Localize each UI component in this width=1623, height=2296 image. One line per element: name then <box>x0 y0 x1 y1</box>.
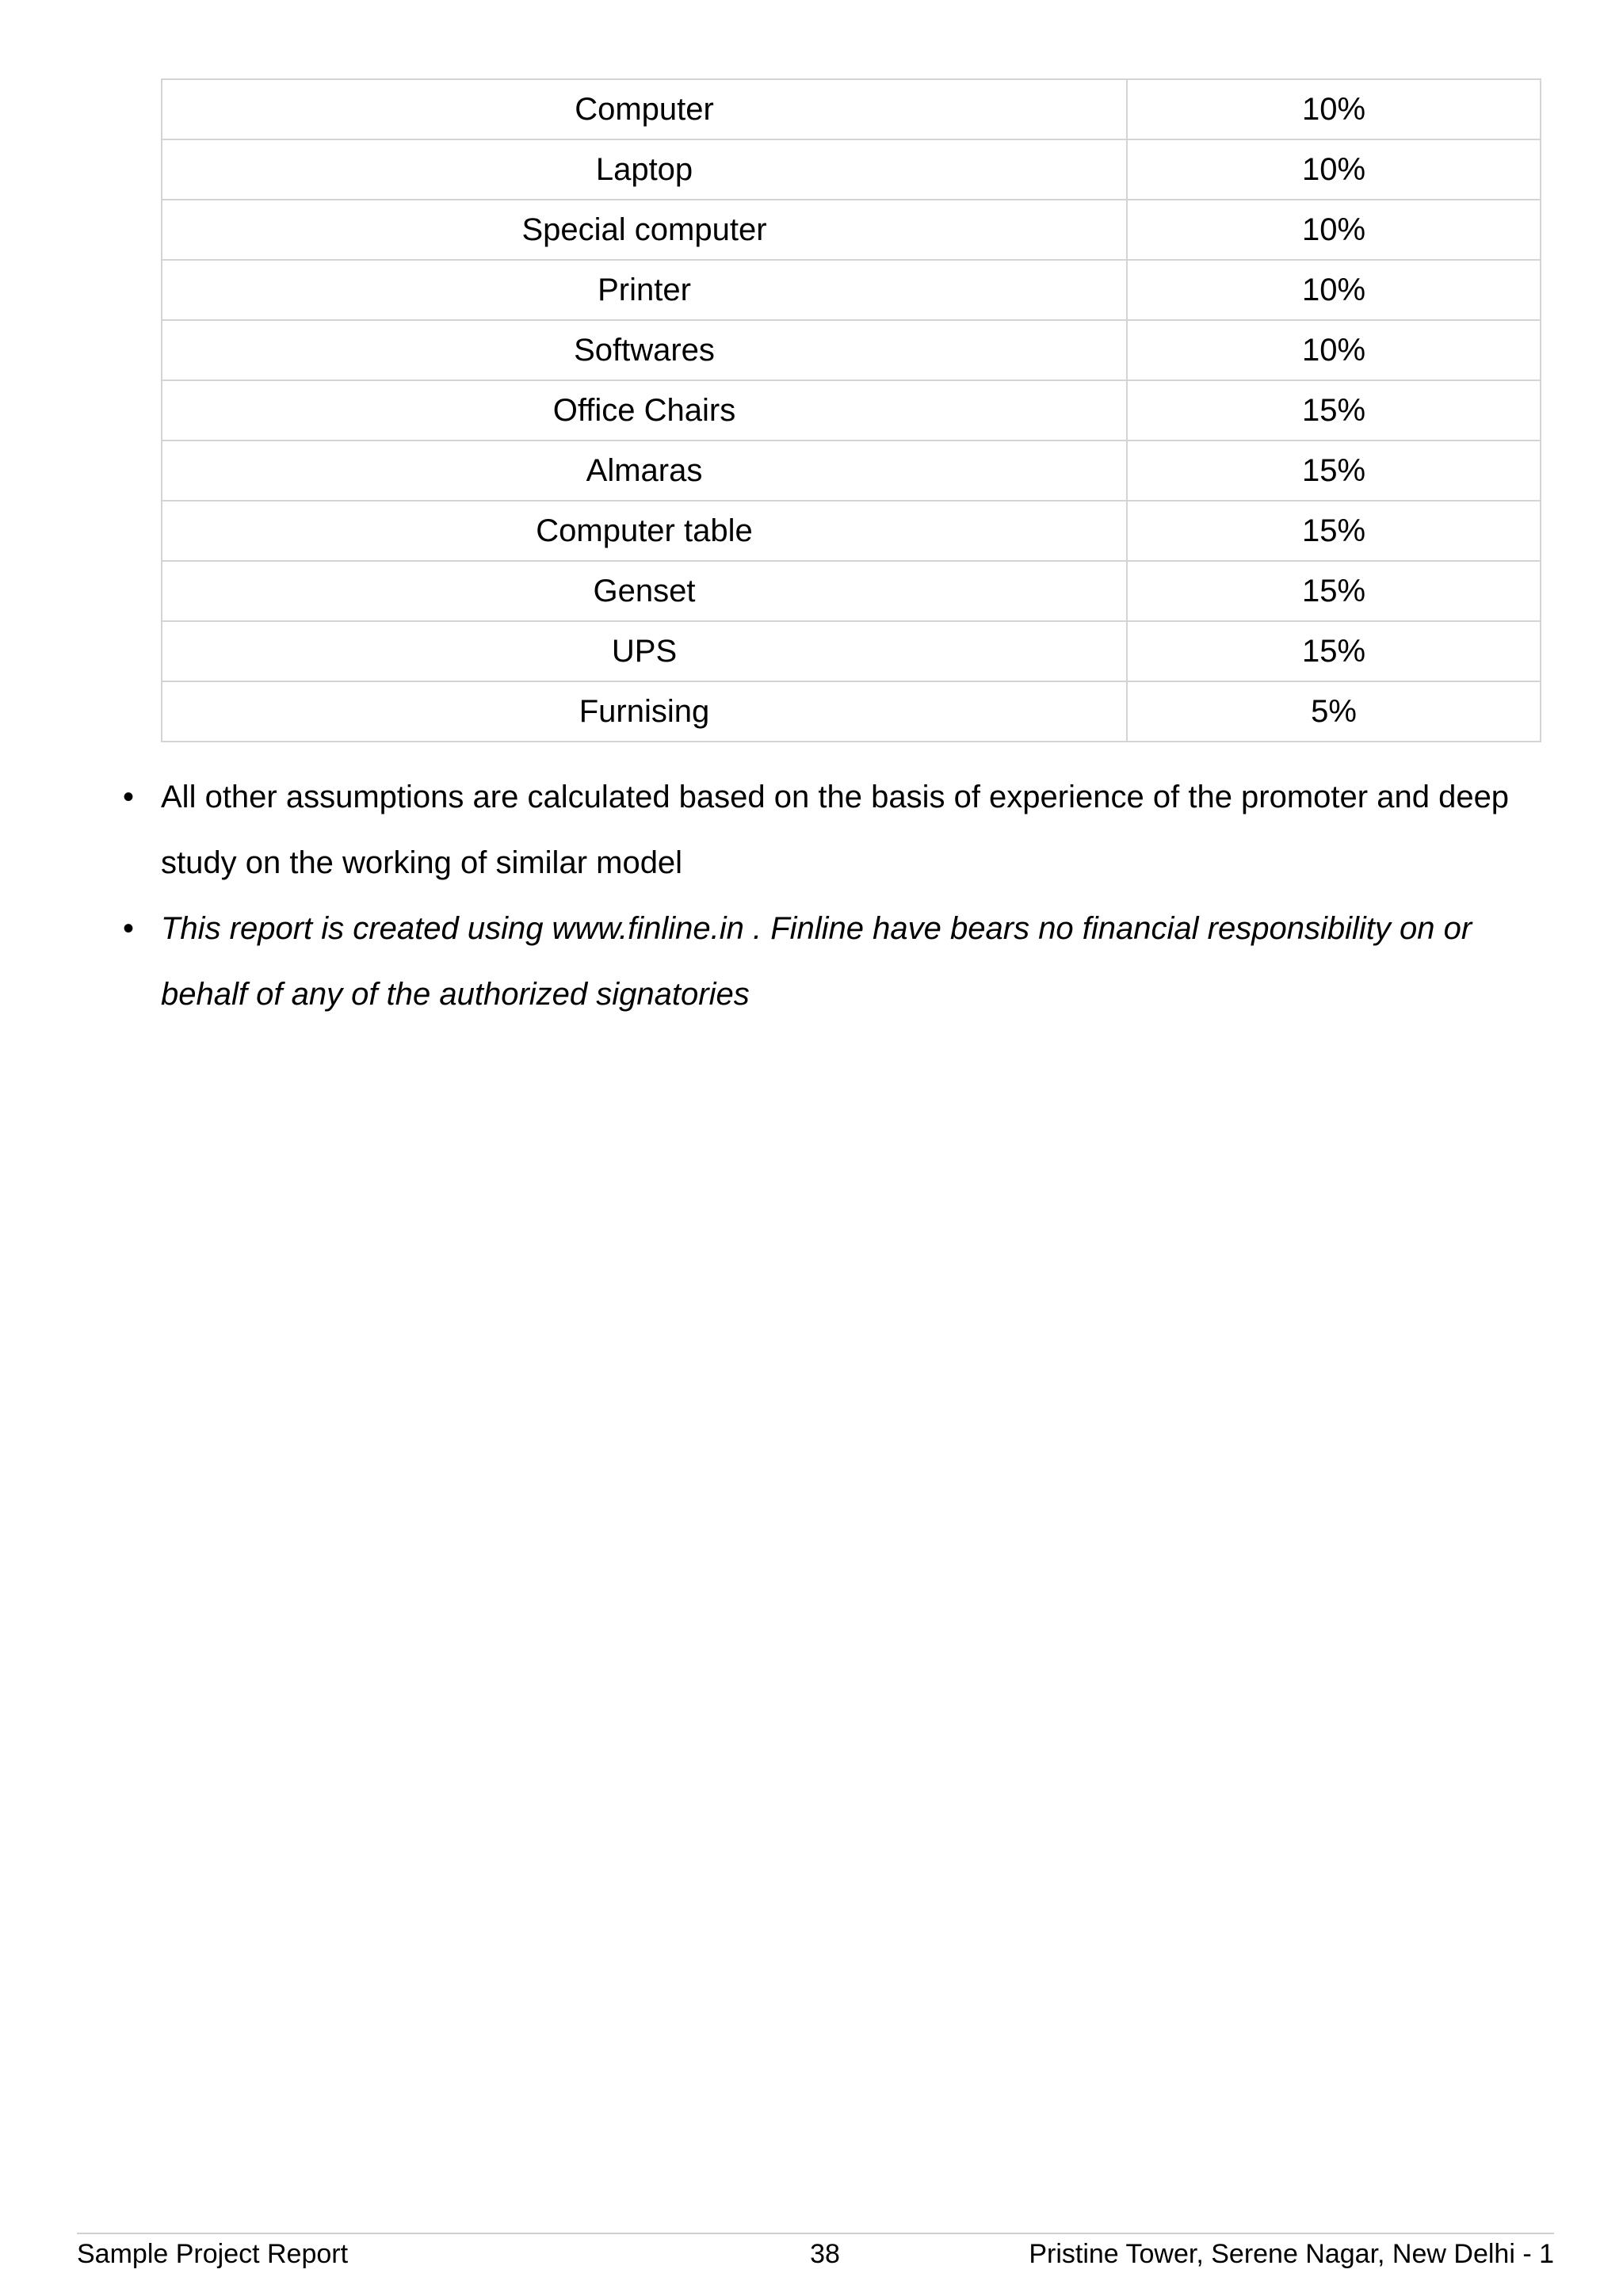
footer-address: Pristine Tower, Serene Nagar, New Delhi - 1 <box>1029 2239 1554 2269</box>
table-row <box>162 260 1541 320</box>
depreciation-rate-cell: 15% <box>1127 621 1541 681</box>
table-row <box>162 200 1541 260</box>
asset-name-cell: Genset <box>162 561 1127 621</box>
asset-name-cell: Furnising <box>162 681 1127 742</box>
asset-name-cell: Office Chairs <box>162 380 1127 441</box>
depreciation-rate-cell: 10% <box>1127 139 1541 200</box>
assumption-notes-list <box>123 765 1556 1028</box>
asset-name-cell: Special computer <box>162 200 1127 260</box>
depreciation-rate-table <box>161 78 1541 742</box>
asset-name-cell: Computer <box>162 79 1127 139</box>
table-row <box>162 681 1541 742</box>
asset-name-cell: Laptop <box>162 139 1127 200</box>
asset-name-cell: UPS <box>162 621 1127 681</box>
footer-divider <box>77 2233 1554 2234</box>
table-row <box>162 139 1541 200</box>
table-row <box>162 380 1541 441</box>
depreciation-rate-cell: 10% <box>1127 200 1541 260</box>
table-row <box>162 561 1541 621</box>
depreciation-rate-cell: 15% <box>1127 501 1541 561</box>
depreciation-rate-cell: 15% <box>1127 561 1541 621</box>
depreciation-rate-cell: 10% <box>1127 260 1541 320</box>
depreciation-rate-cell: 10% <box>1127 79 1541 139</box>
table-row <box>162 320 1541 380</box>
page-number: 38 <box>810 2239 840 2269</box>
asset-name-cell: Almaras <box>162 441 1127 501</box>
asset-name-cell: Computer table <box>162 501 1127 561</box>
table-row <box>162 441 1541 501</box>
bullet-icon: • <box>123 911 135 946</box>
depreciation-rate-cell: 15% <box>1127 441 1541 501</box>
asset-name-cell: Printer <box>162 260 1127 320</box>
list-item <box>123 765 1556 896</box>
bullet-icon: • <box>123 780 135 814</box>
asset-name-cell: Softwares <box>162 320 1127 380</box>
table-row <box>162 79 1541 139</box>
depreciation-rate-cell: 10% <box>1127 320 1541 380</box>
table-row <box>162 621 1541 681</box>
list-item <box>123 896 1556 1028</box>
depreciation-rate-cell: 5% <box>1127 681 1541 742</box>
table-row <box>162 501 1541 561</box>
footer-report-title: Sample Project Report <box>77 2239 349 2269</box>
disclaimer-text: This report is created using www.finline.in . Finline have bears no financial responsibility on or behalf of any of the authorized signatories <box>161 911 1472 1012</box>
note-text: All other assumptions are calculated based on the basis of experience of the promoter and deep study on the working of similar model <box>161 780 1510 880</box>
depreciation-rate-cell: 15% <box>1127 380 1541 441</box>
